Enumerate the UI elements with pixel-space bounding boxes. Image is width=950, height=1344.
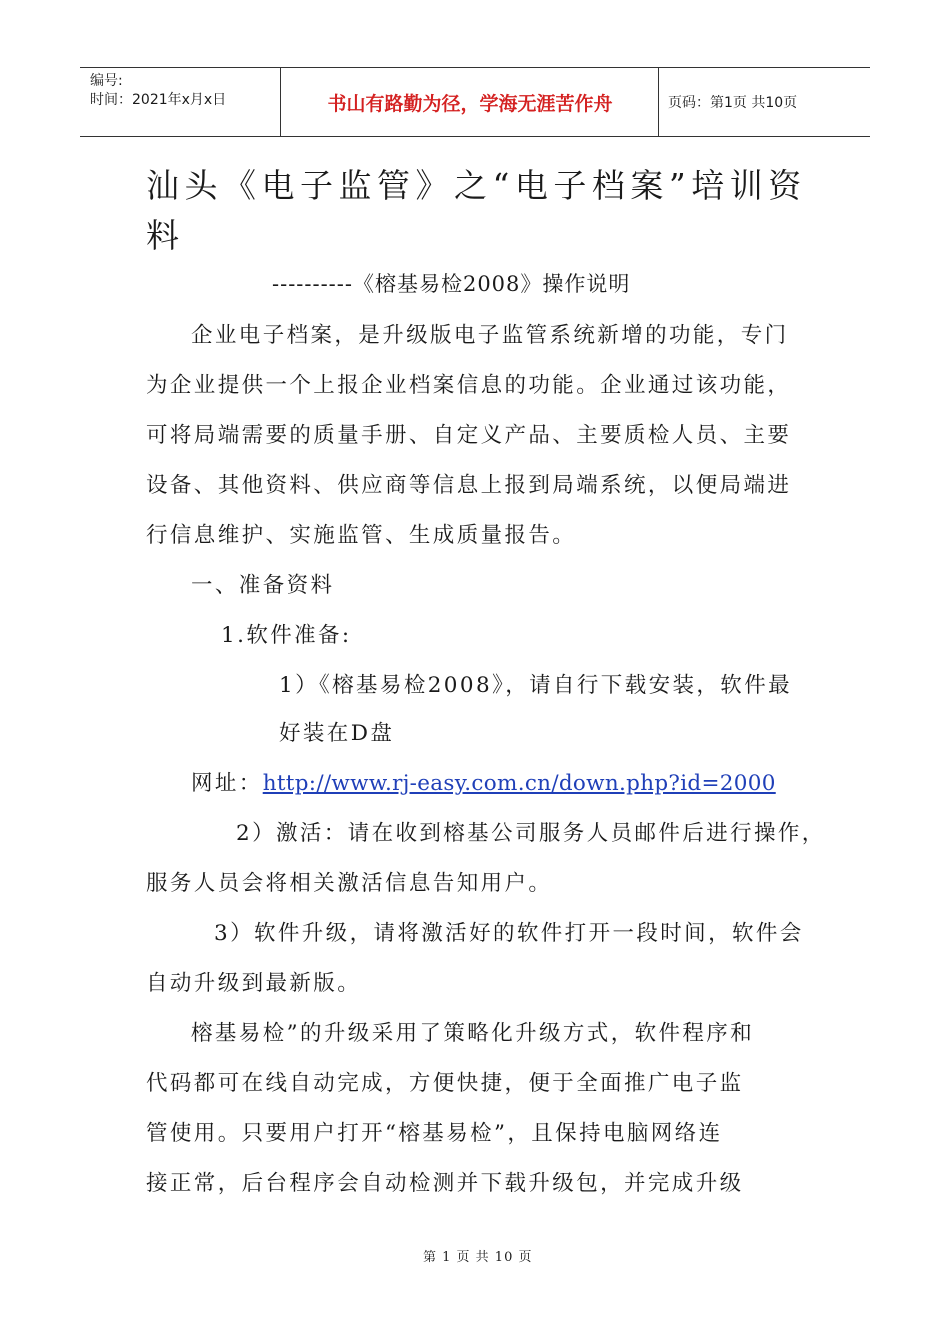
- list-item-2-line: 2）激活：请在收到榕基公司服务人员邮件后进行操作，: [236, 821, 826, 846]
- list-item-3-line: 3）软件升级，请将激活好的软件打开一段时间，软件会: [214, 921, 804, 946]
- paragraph-2-line: 管使用。只要用户打开“榕基易检”，且保持电脑网络连: [146, 1121, 723, 1146]
- list-item-3-line: 自动升级到最新版。: [146, 971, 362, 996]
- download-url-row: [191, 771, 776, 797]
- list-item-2-line: 服务人员会将相关激活信息告知用户。: [146, 871, 553, 896]
- header-meta-cell: [80, 68, 281, 136]
- subsection-heading: 1.软件准备:: [221, 623, 352, 648]
- section-heading: 一、准备资料: [191, 573, 335, 598]
- paragraph-2-line: 接正常，后台程序会自动检测并下载升级包，并完成升级: [146, 1171, 744, 1196]
- header-page-cell: [660, 68, 870, 136]
- header-motto-cell: [282, 68, 659, 136]
- paragraph-2-line: 榕基易检”的升级采用了策略化升级方式，软件程序和: [191, 1021, 755, 1046]
- document-title-line-2: 料: [146, 216, 185, 255]
- document-number-label: 编号:: [90, 73, 123, 89]
- document-title-line-1: 汕头《电子监管》之“电子档案”培训资: [146, 166, 807, 205]
- paragraph-1-line: 行信息维护、实施监管、生成质量报告。: [146, 523, 577, 548]
- download-link[interactable]: http://www.rj-easy.com.cn/down.php?id=2000: [262, 771, 776, 796]
- page-footer: 第 1 页 共 10 页: [423, 1250, 533, 1265]
- url-label: 网址：: [191, 771, 263, 796]
- paragraph-1-line: 设备、其他资料、供应商等信息上报到局端系统，以便局端进: [146, 473, 792, 498]
- paragraph-1-line: 为企业提供一个上报企业档案信息的功能。企业通过该功能，: [146, 373, 792, 398]
- document-subtitle: ----------《榕基易检2008》操作说明: [272, 272, 631, 296]
- paragraph-1-line: 企业电子档案，是升级版电子监管系统新增的功能，专门: [191, 323, 789, 348]
- list-item-1-line: 好装在D盘: [279, 721, 395, 746]
- header-motto: 书山有路勤为径，学海无涯苦作舟: [327, 93, 613, 115]
- header-page-info: 页码：第1页 共10页: [668, 95, 798, 111]
- header-table: [80, 67, 870, 137]
- list-item-1-line: 1）《榕基易检2008》，请自行下载安装，软件最: [279, 673, 792, 698]
- document-time-label: 时间：2021年x月x日: [90, 92, 227, 108]
- paragraph-1-line: 可将局端需要的质量手册、自定义产品、主要质检人员、主要: [146, 423, 792, 448]
- paragraph-2-line: 代码都可在线自动完成，方便快捷，便于全面推广电子监: [146, 1071, 744, 1096]
